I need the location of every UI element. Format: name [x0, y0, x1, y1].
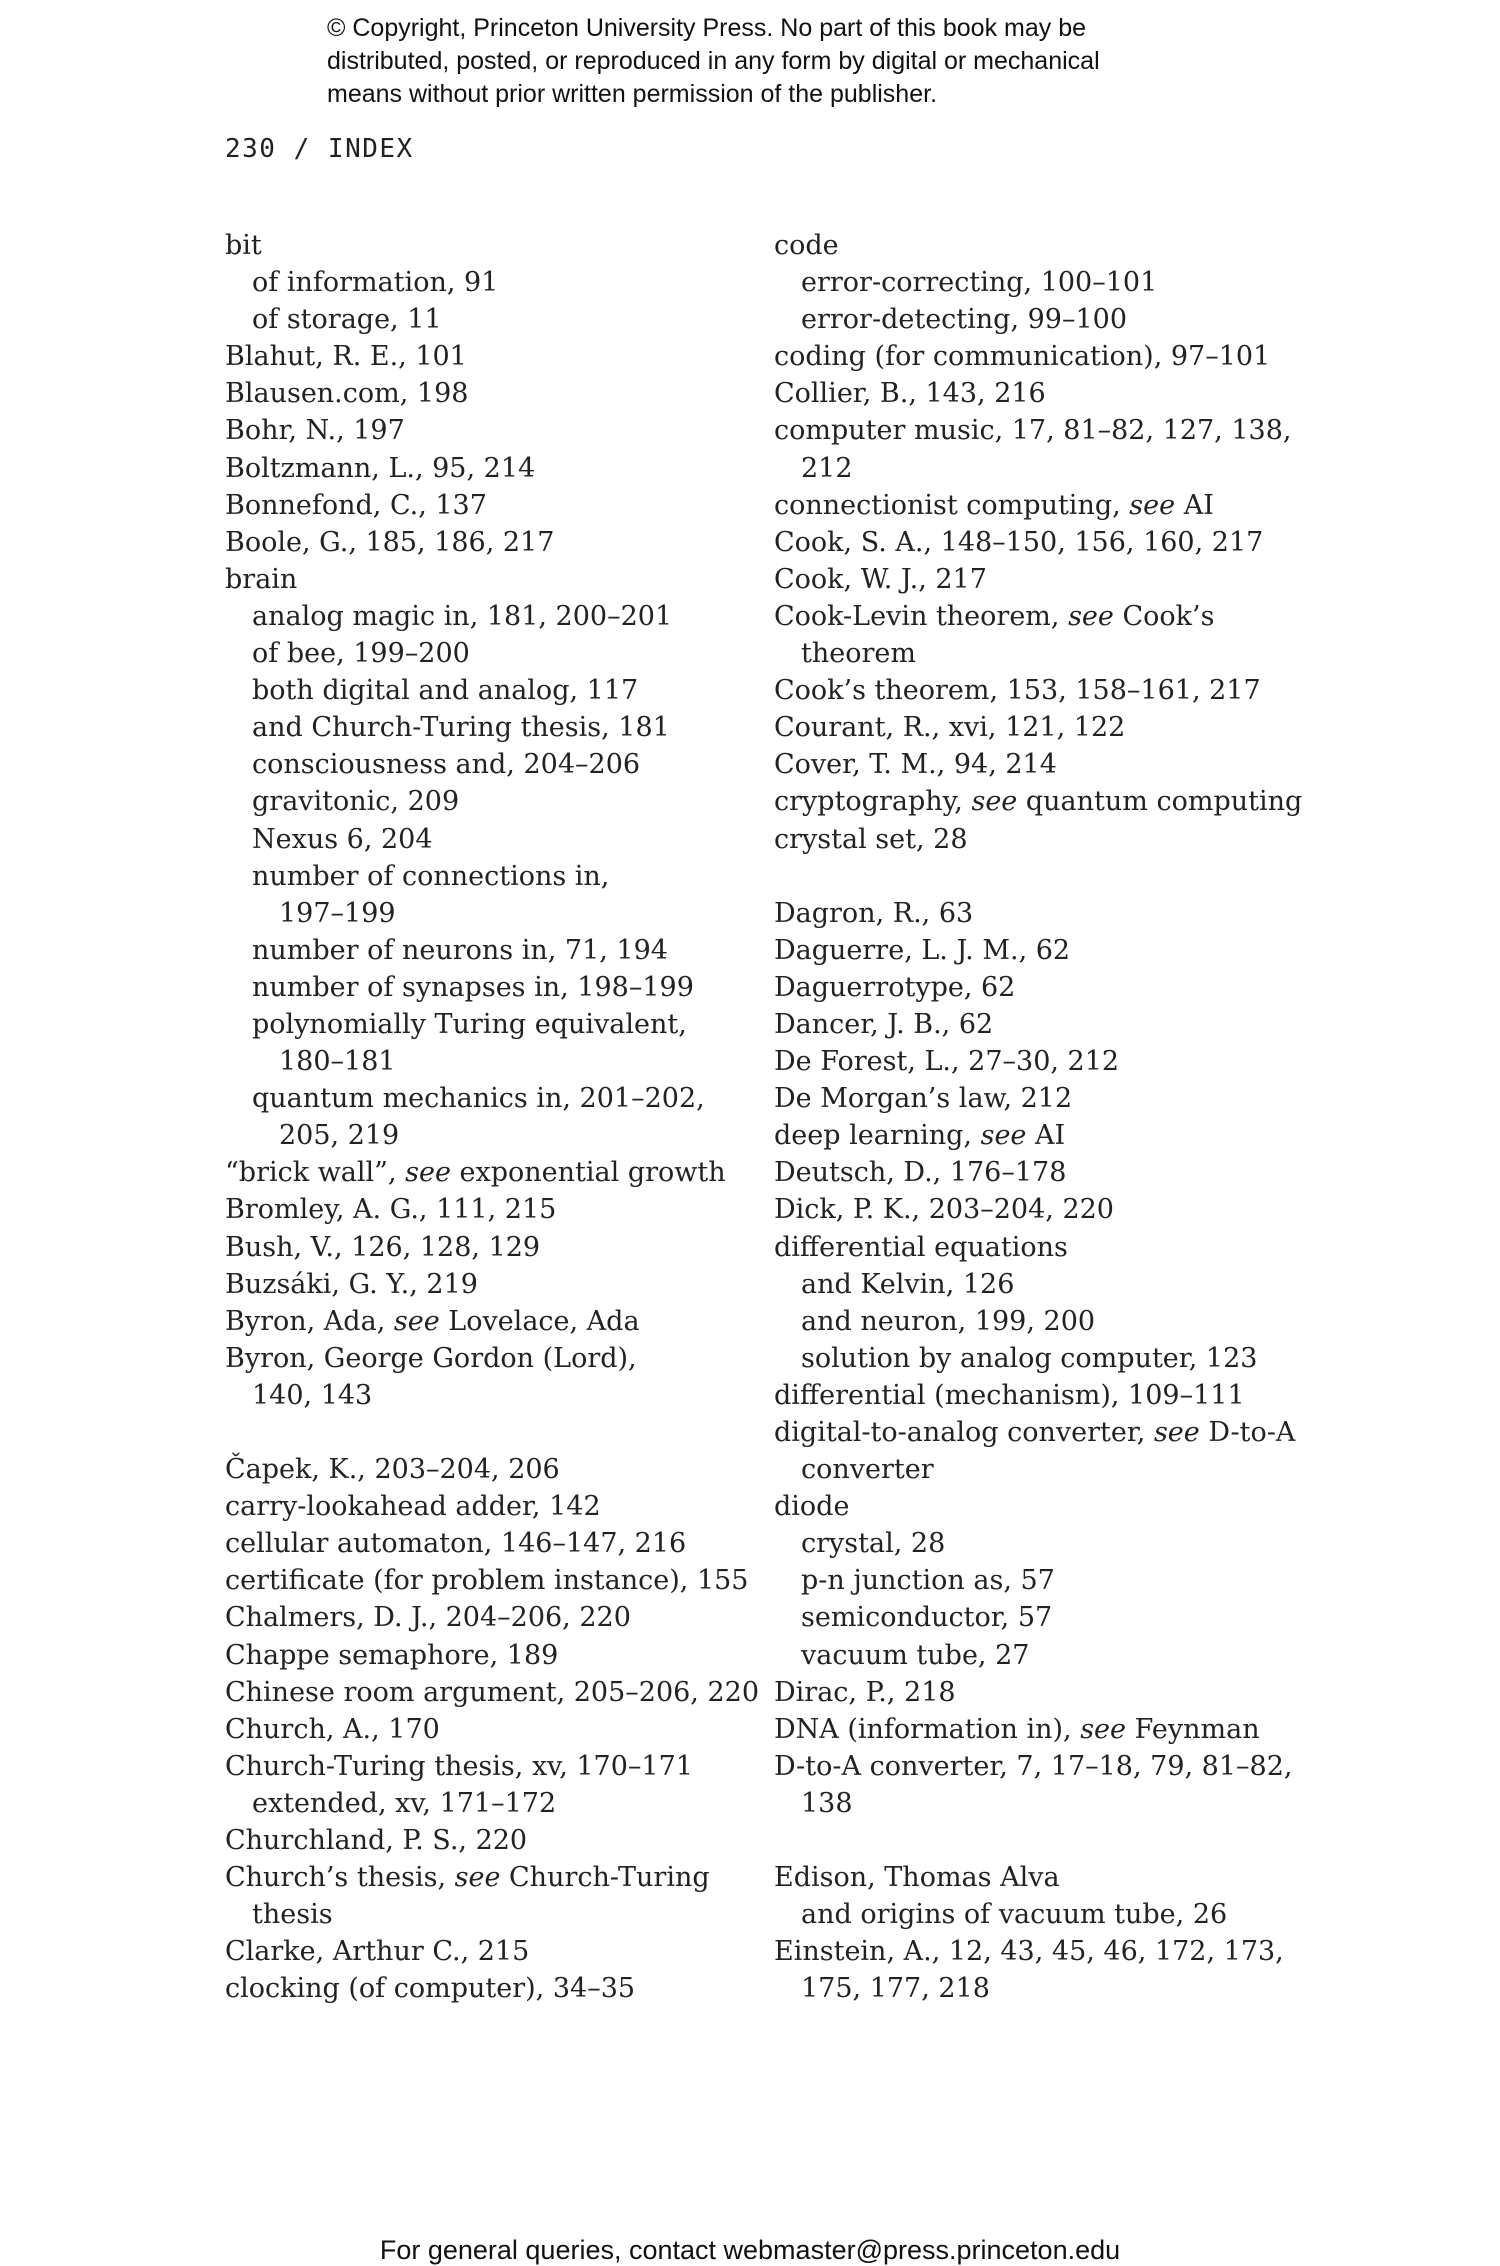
index-entry [225, 1859, 745, 1896]
index-entry [774, 932, 1334, 969]
see-target: quantum computing [1017, 786, 1303, 818]
index-entry [774, 1154, 1334, 1191]
entry-text: Nexus 6, 204 [252, 823, 433, 855]
entry-text: certificate (for problem instance), 155 [225, 1565, 749, 1597]
letter-group-gap [774, 858, 1334, 895]
index-entry [774, 1933, 1334, 1970]
index-entry [774, 1006, 1334, 1043]
entry-text: Bohr, N., 197 [225, 415, 405, 447]
entry-text: “brick wall”, [225, 1157, 406, 1189]
index-subentry [225, 1043, 745, 1080]
index-entry [774, 1043, 1334, 1080]
entry-text: polynomially Turing equivalent, [252, 1008, 687, 1040]
index-entry [774, 487, 1334, 524]
index-column-right [774, 227, 1334, 2008]
index-entry [225, 412, 745, 449]
index-subentry [225, 598, 745, 635]
index-subentry [225, 895, 745, 932]
entry-text: code [774, 230, 839, 261]
copyright-notice [327, 12, 1327, 111]
index-entry [774, 783, 1334, 820]
index-entry [774, 1748, 1334, 1785]
index-subentry [774, 1562, 1334, 1599]
entry-text: connectionist computing, [774, 489, 1130, 521]
entry-text: both digital and analog, 117 [252, 675, 639, 707]
entry-text: brain [225, 563, 298, 595]
entry-text: Čapek, K., 203–204, 206 [225, 1454, 560, 1486]
index-entry [225, 1970, 745, 2007]
index-subentry [225, 635, 745, 672]
entry-text: carry-lookahead adder, 142 [225, 1491, 601, 1523]
copyright-line: means without prior written permission of the publisher. [327, 80, 938, 108]
entry-text: Buzsáki, G. Y., 219 [225, 1268, 478, 1300]
entry-text: cryptography, [774, 786, 972, 818]
index-subentry [774, 1525, 1334, 1562]
index-entry [774, 524, 1334, 561]
index-subentry [774, 450, 1334, 487]
entry-text: gravitonic, 209 [252, 786, 460, 818]
index-entry [225, 1637, 745, 1674]
see-reference: see [454, 1862, 501, 1894]
index-entry [774, 746, 1334, 783]
entry-text: Boole, G., 185, 186, 217 [225, 526, 555, 558]
see-reference: see [405, 1157, 451, 1189]
index-entry [225, 1488, 745, 1525]
entry-text: Chinese room argument, 205–206, 220 [225, 1676, 760, 1708]
index-entry [225, 487, 745, 524]
index-entry [225, 1822, 745, 1859]
entry-text: error-correcting, 100–101 [801, 267, 1158, 299]
index-entry [225, 227, 745, 264]
entry-text: Collier, B., 143, 216 [774, 378, 1046, 410]
see-reference: see [971, 786, 1018, 818]
entry-text: of storage, 11 [252, 304, 442, 336]
index-entry [225, 1303, 745, 1340]
index-subentry [774, 301, 1334, 338]
index-entry [225, 1191, 745, 1228]
index-entry [774, 227, 1334, 264]
index-entry [774, 338, 1334, 375]
index-subentry [774, 1637, 1334, 1674]
entry-text: Church’s thesis, [225, 1862, 455, 1894]
entry-text: 140, 143 [252, 1379, 373, 1411]
index-entry [774, 375, 1334, 412]
index-entry [225, 1525, 745, 1562]
entry-text: Dirac, P., 218 [774, 1676, 956, 1708]
see-reference: see [1068, 600, 1114, 632]
index-subentry [225, 672, 745, 709]
index-entry [774, 1117, 1334, 1154]
index-entry [774, 1711, 1334, 1748]
entry-text: semiconductor, 57 [801, 1602, 1053, 1634]
index-subentry [225, 783, 745, 820]
entry-text: of bee, 199–200 [252, 638, 470, 670]
entry-text: crystal, 28 [801, 1528, 946, 1560]
entry-text: Cook, W. J., 217 [774, 563, 987, 595]
entry-text: bit [225, 230, 262, 261]
index-entry [225, 450, 745, 487]
entry-text: error-detecting, 99–100 [801, 304, 1128, 336]
letter-group-gap [774, 1822, 1334, 1859]
entry-text: solution by analog computer, 123 [801, 1342, 1258, 1374]
index-entry [225, 1674, 760, 1711]
index-entry [774, 1674, 1334, 1711]
index-entry [774, 1377, 1334, 1414]
see-target: Church-Turing [500, 1862, 710, 1894]
entry-text: of information, 91 [252, 267, 499, 299]
entry-text: Byron, George Gordon (Lord), [225, 1342, 637, 1374]
entry-text: 180–181 [279, 1046, 396, 1078]
index-entry [225, 375, 745, 412]
index-entry [225, 1933, 745, 1970]
index-entry [774, 1191, 1334, 1228]
index-entry [225, 338, 745, 375]
index-subentry [225, 1006, 745, 1043]
see-target: Feynman [1126, 1713, 1260, 1745]
see-reference: see [980, 1120, 1027, 1152]
index-subentry [225, 932, 745, 969]
entry-text: 205, 219 [279, 1120, 400, 1152]
entry-text: Daguerrotype, 62 [774, 971, 1016, 1003]
letter-group-gap [225, 1414, 745, 1451]
index-subentry [225, 709, 745, 746]
index-entry [774, 561, 1334, 598]
copyright-line: © Copyright, Princeton University Press. No part of this book may be [327, 14, 1087, 42]
index-entry [225, 1451, 745, 1488]
index-subentry [225, 1080, 745, 1117]
index-subentry [225, 821, 745, 858]
entry-text: Church-Turing thesis, xv, 170–171 [225, 1750, 693, 1782]
see-target: exponential growth [450, 1157, 726, 1189]
entry-text: crystal set, 28 [774, 823, 968, 855]
entry-text: and Kelvin, 126 [801, 1268, 1015, 1300]
index-entry [225, 561, 745, 598]
entry-text: De Forest, L., 27–30, 212 [774, 1046, 1120, 1078]
index-subentry [774, 1785, 1334, 1822]
index-entry [225, 524, 745, 561]
index-entry [774, 672, 1334, 709]
entry-text: Edison, Thomas Alva [774, 1862, 1060, 1894]
index-subentry [774, 1599, 1334, 1636]
index-entry [774, 1080, 1334, 1117]
entry-text: Clarke, Arthur C., 215 [225, 1936, 530, 1968]
entry-text: number of synapses in, 198–199 [252, 971, 694, 1003]
entry-text: Bromley, A. G., 111, 215 [225, 1194, 557, 1226]
index-subentry [774, 1970, 1334, 2007]
entry-text: number of connections in, [252, 860, 610, 892]
entry-text: D-to-A converter, 7, 17–18, 79, 81–82, [774, 1750, 1293, 1782]
entry-text: thesis [252, 1899, 333, 1931]
entry-text: Bush, V., 126, 128, 129 [225, 1231, 541, 1263]
index-entry [774, 895, 1334, 932]
index-subentry [225, 1377, 745, 1414]
index-entry [225, 1154, 745, 1191]
entry-text: cellular automaton, 146–147, 216 [225, 1528, 687, 1560]
entry-text: deep learning, [774, 1120, 981, 1152]
index-entry [774, 1229, 1334, 1266]
index-entry [774, 969, 1334, 1006]
entry-text: Courant, R., xvi, 121, 122 [774, 712, 1126, 744]
index-subentry [774, 1340, 1334, 1377]
entry-text: Einstein, A., 12, 43, 45, 46, 172, 173, [774, 1936, 1284, 1968]
index-subentry [225, 264, 745, 301]
entry-text: converter [801, 1454, 934, 1486]
entry-text: digital-to-analog converter, [774, 1417, 1154, 1448]
entry-text: and Church-Turing thesis, 181 [252, 712, 670, 744]
index-subentry [225, 1896, 745, 1933]
entry-text: Church, A., 170 [225, 1713, 440, 1745]
entry-text: Cook’s theorem, 153, 158–161, 217 [774, 675, 1261, 707]
entry-text: and origins of vacuum tube, 26 [801, 1899, 1228, 1931]
index-entry [774, 1488, 1334, 1525]
index-subentry [774, 1266, 1334, 1303]
index-column-left [225, 227, 760, 2008]
entry-text: 138 [801, 1787, 853, 1819]
entry-text: Deutsch, D., 176–178 [774, 1157, 1067, 1189]
entry-text: Daguerre, L. J. M., 62 [774, 934, 1071, 966]
index-subentry [774, 635, 1334, 672]
entry-text: Blahut, R. E., 101 [225, 341, 467, 373]
entry-text: consciousness and, 204–206 [252, 749, 641, 781]
entry-text: coding (for communication), 97–101 [774, 341, 1271, 373]
see-target: D-to-A [1199, 1417, 1296, 1448]
index-subentry [225, 301, 745, 338]
see-target: Cook’s [1113, 600, 1215, 632]
index-subentry [225, 858, 745, 895]
entry-text: clocking (of computer), 34–35 [225, 1973, 636, 2005]
index-entry [225, 1266, 745, 1303]
entry-text: Chappe semaphore, 189 [225, 1639, 559, 1671]
entry-text: Cook, S. A., 148–150, 156, 160, 217 [774, 526, 1264, 558]
index-entry [225, 1599, 745, 1636]
entry-text: number of neurons in, 71, 194 [252, 934, 668, 966]
entry-text: Churchland, P. S., 220 [225, 1825, 528, 1857]
entry-text: Blausen.com, 198 [225, 378, 469, 410]
entry-text: differential (mechanism), 109–111 [774, 1379, 1245, 1411]
entry-text: analog magic in, 181, 200–201 [252, 600, 673, 632]
running-head: 230 / INDEX [225, 134, 414, 164]
index-subentry [774, 1451, 1334, 1488]
see-reference: see [1153, 1417, 1200, 1448]
entry-text: DNA (information in), [774, 1713, 1081, 1745]
entry-text: Cover, T. M., 94, 214 [774, 749, 1057, 781]
index-entry [774, 412, 1334, 449]
entry-text: Cook-Levin theorem, [774, 600, 1069, 632]
index-entry [225, 1711, 745, 1748]
entry-text: diode [774, 1491, 850, 1523]
index-entry [225, 1562, 749, 1599]
copyright-line: distributed, posted, or reproduced in any form by digital or mechanical [327, 47, 1100, 75]
index-entry [774, 821, 1334, 858]
see-reference: see [393, 1305, 440, 1337]
entry-text: Dagron, R., 63 [774, 897, 974, 929]
index-entry [225, 1748, 745, 1785]
entry-text: differential equations [774, 1231, 1068, 1263]
index-entry [774, 709, 1334, 746]
index-subentry [225, 969, 745, 1006]
see-target: Lovelace, Ada [439, 1305, 640, 1337]
entry-text: Chalmers, D. J., 204–206, 220 [225, 1602, 631, 1634]
see-reference: see [1080, 1713, 1127, 1745]
see-target: AI [1026, 1120, 1066, 1152]
entry-text: Dancer, J. B., 62 [774, 1008, 994, 1040]
index-subentry [774, 264, 1334, 301]
index-entry [225, 1229, 745, 1266]
entry-text: p-n junction as, 57 [801, 1565, 1055, 1597]
index-entry [774, 1859, 1334, 1896]
index-subentry [225, 1117, 745, 1154]
entry-text: computer music, 17, 81–82, 127, 138, [774, 415, 1292, 447]
entry-text: and neuron, 199, 200 [801, 1305, 1096, 1337]
entry-text: quantum mechanics in, 201–202, [252, 1083, 705, 1115]
entry-text: 175, 177, 218 [801, 1973, 990, 2005]
entry-text: 212 [801, 452, 853, 484]
entry-text: Dick, P. K., 203–204, 220 [774, 1194, 1114, 1226]
index-subentry [774, 1303, 1334, 1340]
entry-text: Byron, Ada, [225, 1305, 394, 1337]
entry-text: 197–199 [279, 897, 396, 929]
index-subentry [774, 1896, 1334, 1933]
see-target: AI [1175, 489, 1214, 521]
entry-text: extended, xv, 171–172 [252, 1787, 557, 1819]
index-entry [774, 598, 1334, 635]
entry-text: De Morgan’s law, 212 [774, 1083, 1073, 1115]
entry-text: Boltzmann, L., 95, 214 [225, 452, 536, 484]
index-entry [225, 1340, 745, 1377]
see-reference: see [1129, 489, 1176, 521]
footer-contact: For general queries, contact webmaster@press.princeton.edu [379, 2235, 1121, 2265]
entry-text: vacuum tube, 27 [801, 1639, 1030, 1671]
index-entry [774, 1414, 1334, 1451]
index-subentry [225, 746, 745, 783]
entry-text: Bonnefond, C., 137 [225, 489, 487, 521]
entry-text: theorem [801, 638, 916, 670]
index-subentry [225, 1785, 745, 1822]
